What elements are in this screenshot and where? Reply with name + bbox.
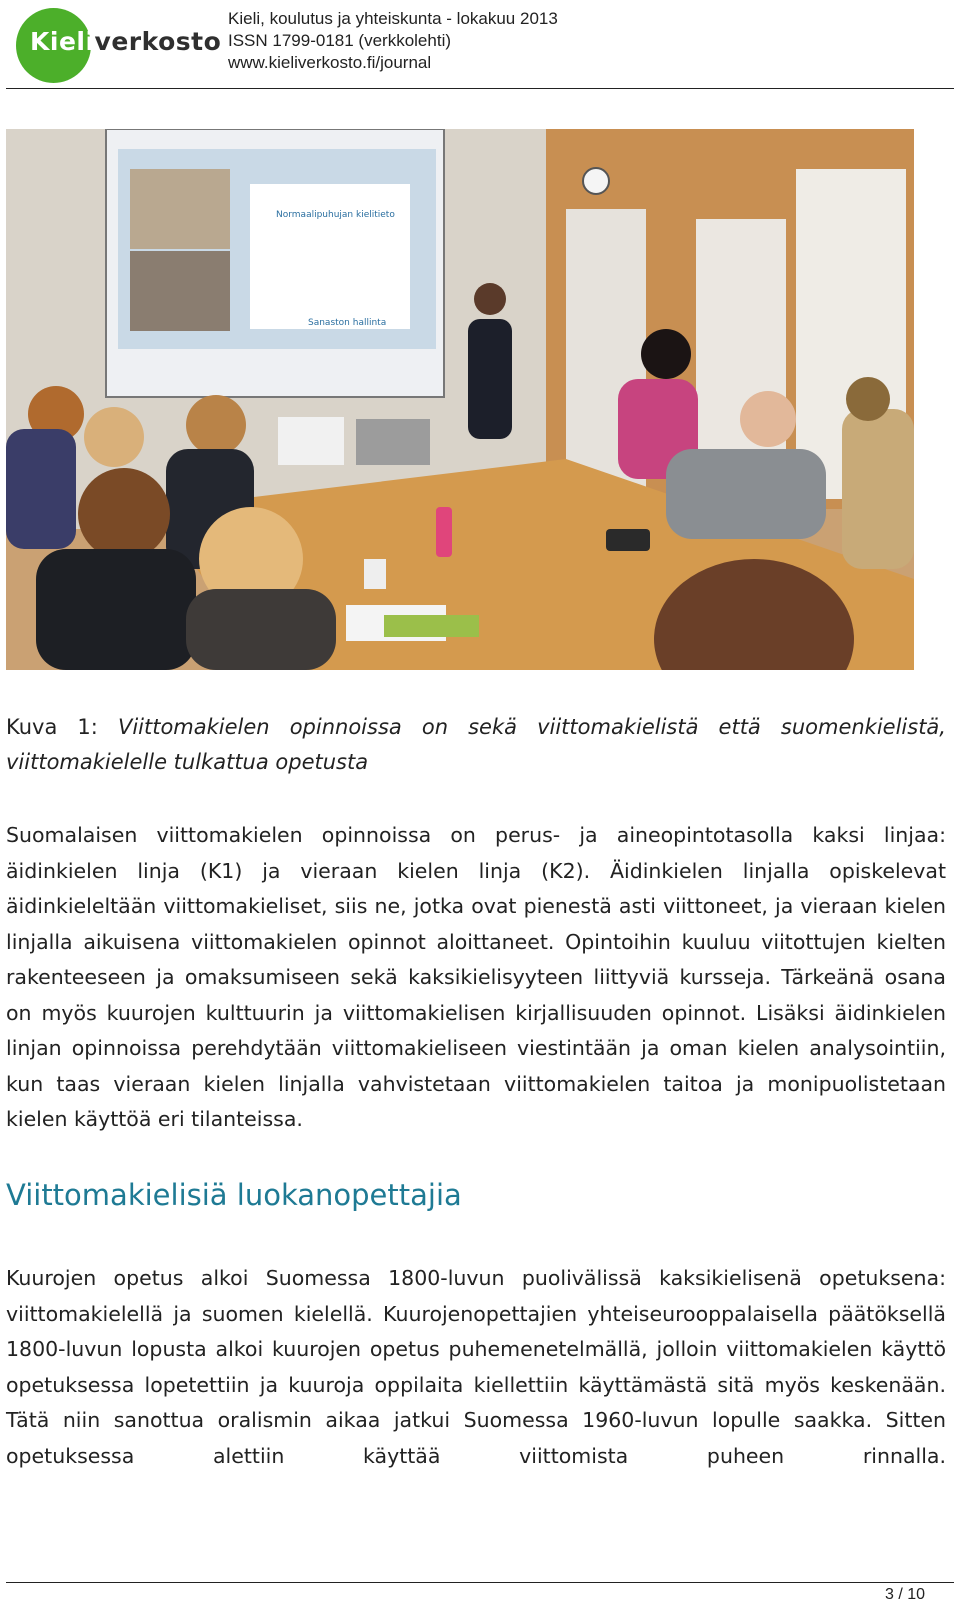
journal-url: www.kieliverkosto.fi/journal	[228, 53, 432, 72]
classroom-photo	[6, 129, 914, 670]
logo-text-main: Kieli	[30, 27, 95, 56]
footer-divider	[6, 1582, 954, 1583]
slide-title: Normaalipuhujan kielitieto	[276, 210, 395, 220]
journal-title: Kieli, koulutus ja yhteiskunta - lokakuu 2013	[228, 9, 558, 28]
caption-text: Viittomakielen opinnoissa on sekä viittomakielistä että suomenkielistä, viittomakielelle tulkattua opetusta	[6, 715, 946, 774]
slide-footer: Sanaston hallinta	[308, 318, 387, 328]
issn-line: ISSN 1799-0181 (verkkolehti)	[228, 31, 452, 50]
figure-caption	[6, 710, 946, 780]
section-heading: Viittomakielisiä luokanopettajia	[6, 1178, 462, 1212]
body-paragraph-1: Suomalaisen viittomakielen opinnoissa on perus- ja aineopintotasolla kaksi linjaa: äidinkielen linja (K1) ja vieraan kielen linja (K2). Äidinkielen linjalla opiskelevat äidinkieleltään viittomakieliset, siis ne, jotka ovat pienestä asti viittoneet, ja vieraan kielen linjalla aikuisena viittomakielen opinnot aloittaneet. Opintoihin kuuluu viitottujen kielten rakenteeseen ja omaksumiseen sekä kaksikielisyyteen liittyviä kursseja. Tärkeänä osana on myös kuurojen kulttuurin ja viittomakielisen kirjallisuuden opinnot. Lisäksi äidinkielen linjan opinnoissa perehdytään viittomakieliseen viestintään ja oman kielen analysointiin, kun taas vieraan kielen linjalla vahvistetaan viittomakielen taitoa ja monipuolistetaan kielen käyttöä eri tilanteissa.	[6, 823, 946, 1131]
body-paragraph-2: Kuurojen opetus alkoi Suomessa 1800-luvun puolivälissä kaksikielisenä opetuksena: viittomakielellä ja suomen kielellä. Kuurojenopettajien yhteiseurooppalaisella päätöksellä 1800-luvun lopusta alkoi kuurojen opetus puhemenetelmällä, jolloin viittomakielen käyttö opetuksessa lopetettiin ja kuuroja oppilaita kiellettiin käyttämästä sitä myös keskenään. Tätä niin sanottua oralismin aikaa jatkui Suomessa 1960-luvun lopulle saakka. Sitten opetuksessa alettiin käyttää viittomista puheen rinnalla.	[6, 1266, 946, 1468]
page-indicator: 3 / 10	[884, 1586, 925, 1603]
logo-wordmark	[30, 27, 221, 56]
caption-label: Kuva 1:	[6, 715, 98, 739]
logo-text-tail: verkosto	[94, 27, 222, 56]
journal-header	[228, 8, 558, 74]
header-divider	[6, 88, 954, 89]
